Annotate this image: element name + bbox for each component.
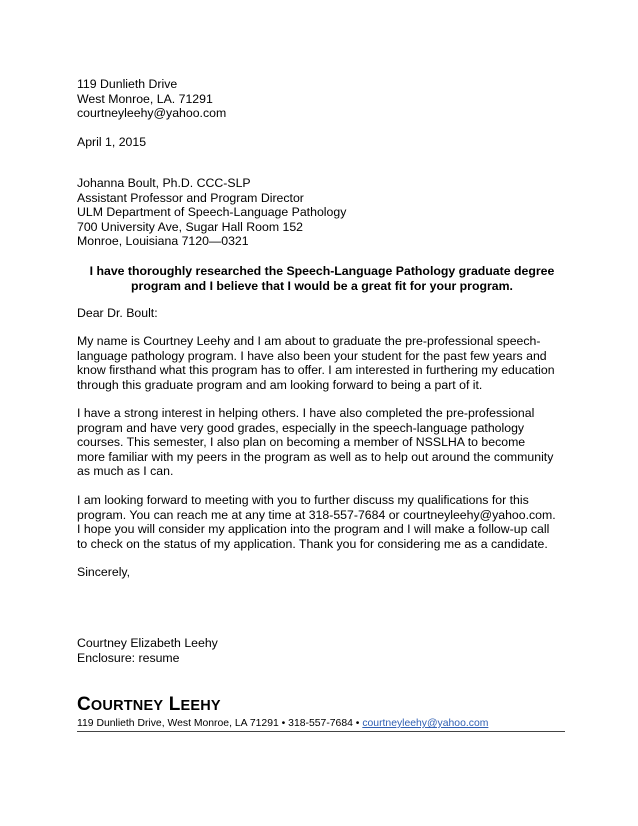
paragraph-line: I am looking forward to meeting with you to further discuss my qualifications for this [77, 493, 529, 507]
email-link[interactable]: courtneyleehy@yahoo.com [362, 718, 489, 729]
paragraph-line: program and have very good grades, especially in the speech-language pathology [77, 420, 525, 435]
recipient-address [77, 176, 567, 249]
enclosure-note: Enclosure: resume [77, 650, 180, 665]
paragraph-line: I hope you will consider my application into the program and I will make a follow-up call [77, 522, 550, 537]
paragraph-line: to check on the status of my application. Thank you for considering me as a candidate. [77, 536, 548, 551]
name-initial-first: C [77, 694, 91, 715]
subject-line-2: program and I believe that I would be a great fit for your program. [131, 278, 513, 293]
recipient-title: Assistant Professor and Program Director [77, 190, 304, 205]
body-paragraph-3 [77, 493, 567, 551]
letterhead-contact [77, 718, 488, 730]
letter-date [77, 135, 567, 150]
paragraph-line: through this graduate program and am looking forward to being a part of it. [77, 377, 483, 392]
sender-address [77, 77, 567, 121]
paragraph-line: I have a strong interest in helping others. I have also completed the pre-professional [77, 406, 535, 420]
salutation [77, 306, 567, 321]
paragraph-line: courses. This semester, I also plan on becoming a member of NSSLHA to become [77, 435, 526, 450]
contact-details: 119 Dunlieth Drive, West Monroe, LA 71291 • 318-557-7684 • [77, 718, 363, 729]
recipient-name: Johanna Boult, Ph.D. CCC-SLP [77, 176, 251, 190]
letterhead-name [77, 694, 221, 716]
subject-line [73, 264, 571, 293]
salutation-text: Dear Dr. Boult: [77, 306, 158, 320]
paragraph-line: know firsthand what this program has to offer. I am interested in furthering my education [77, 363, 555, 378]
subject-line-1: I have thoroughly researched the Speech-Language Pathology graduate degree [89, 264, 555, 278]
sender-street: 119 Dunlieth Drive [77, 77, 178, 91]
sender-city: West Monroe, LA. 71291 [77, 91, 213, 106]
signature-block [77, 636, 567, 665]
recipient-street: 700 University Ave, Sugar Hall Room 152 [77, 219, 304, 234]
recipient-city: Monroe, Louisiana 7120—0321 [77, 234, 249, 249]
name-rest-last: EEHY [180, 698, 221, 714]
paragraph-line: My name is Courtney Leehy and I am about to graduate the pre-professional speech- [77, 334, 541, 348]
signature-name: Courtney Elizabeth Leehy [77, 636, 218, 650]
footer-divider [77, 731, 565, 732]
recipient-department: ULM Department of Speech-Language Pathology [77, 205, 347, 220]
date-text: April 1, 2015 [77, 135, 147, 149]
closing-text: Sincerely, [77, 565, 131, 579]
body-paragraph-2 [77, 406, 567, 479]
paragraph-line: language pathology program. I have also been your student for the past few years and [77, 348, 547, 363]
name-initial-last: L [168, 694, 181, 715]
body-paragraph-1 [77, 334, 567, 392]
name-rest-first: OURTNEY [90, 698, 164, 714]
paragraph-line: as much as I can. [77, 464, 174, 479]
sender-email: courtneyleehy@yahoo.com [77, 106, 227, 121]
paragraph-line: program. You can reach me at any time at 318-557-7684 or courtneyleehy@yahoo.com. [77, 507, 556, 522]
paragraph-line: more familiar with my peers in the program as well as to help out around the community [77, 449, 554, 464]
closing [77, 565, 567, 580]
